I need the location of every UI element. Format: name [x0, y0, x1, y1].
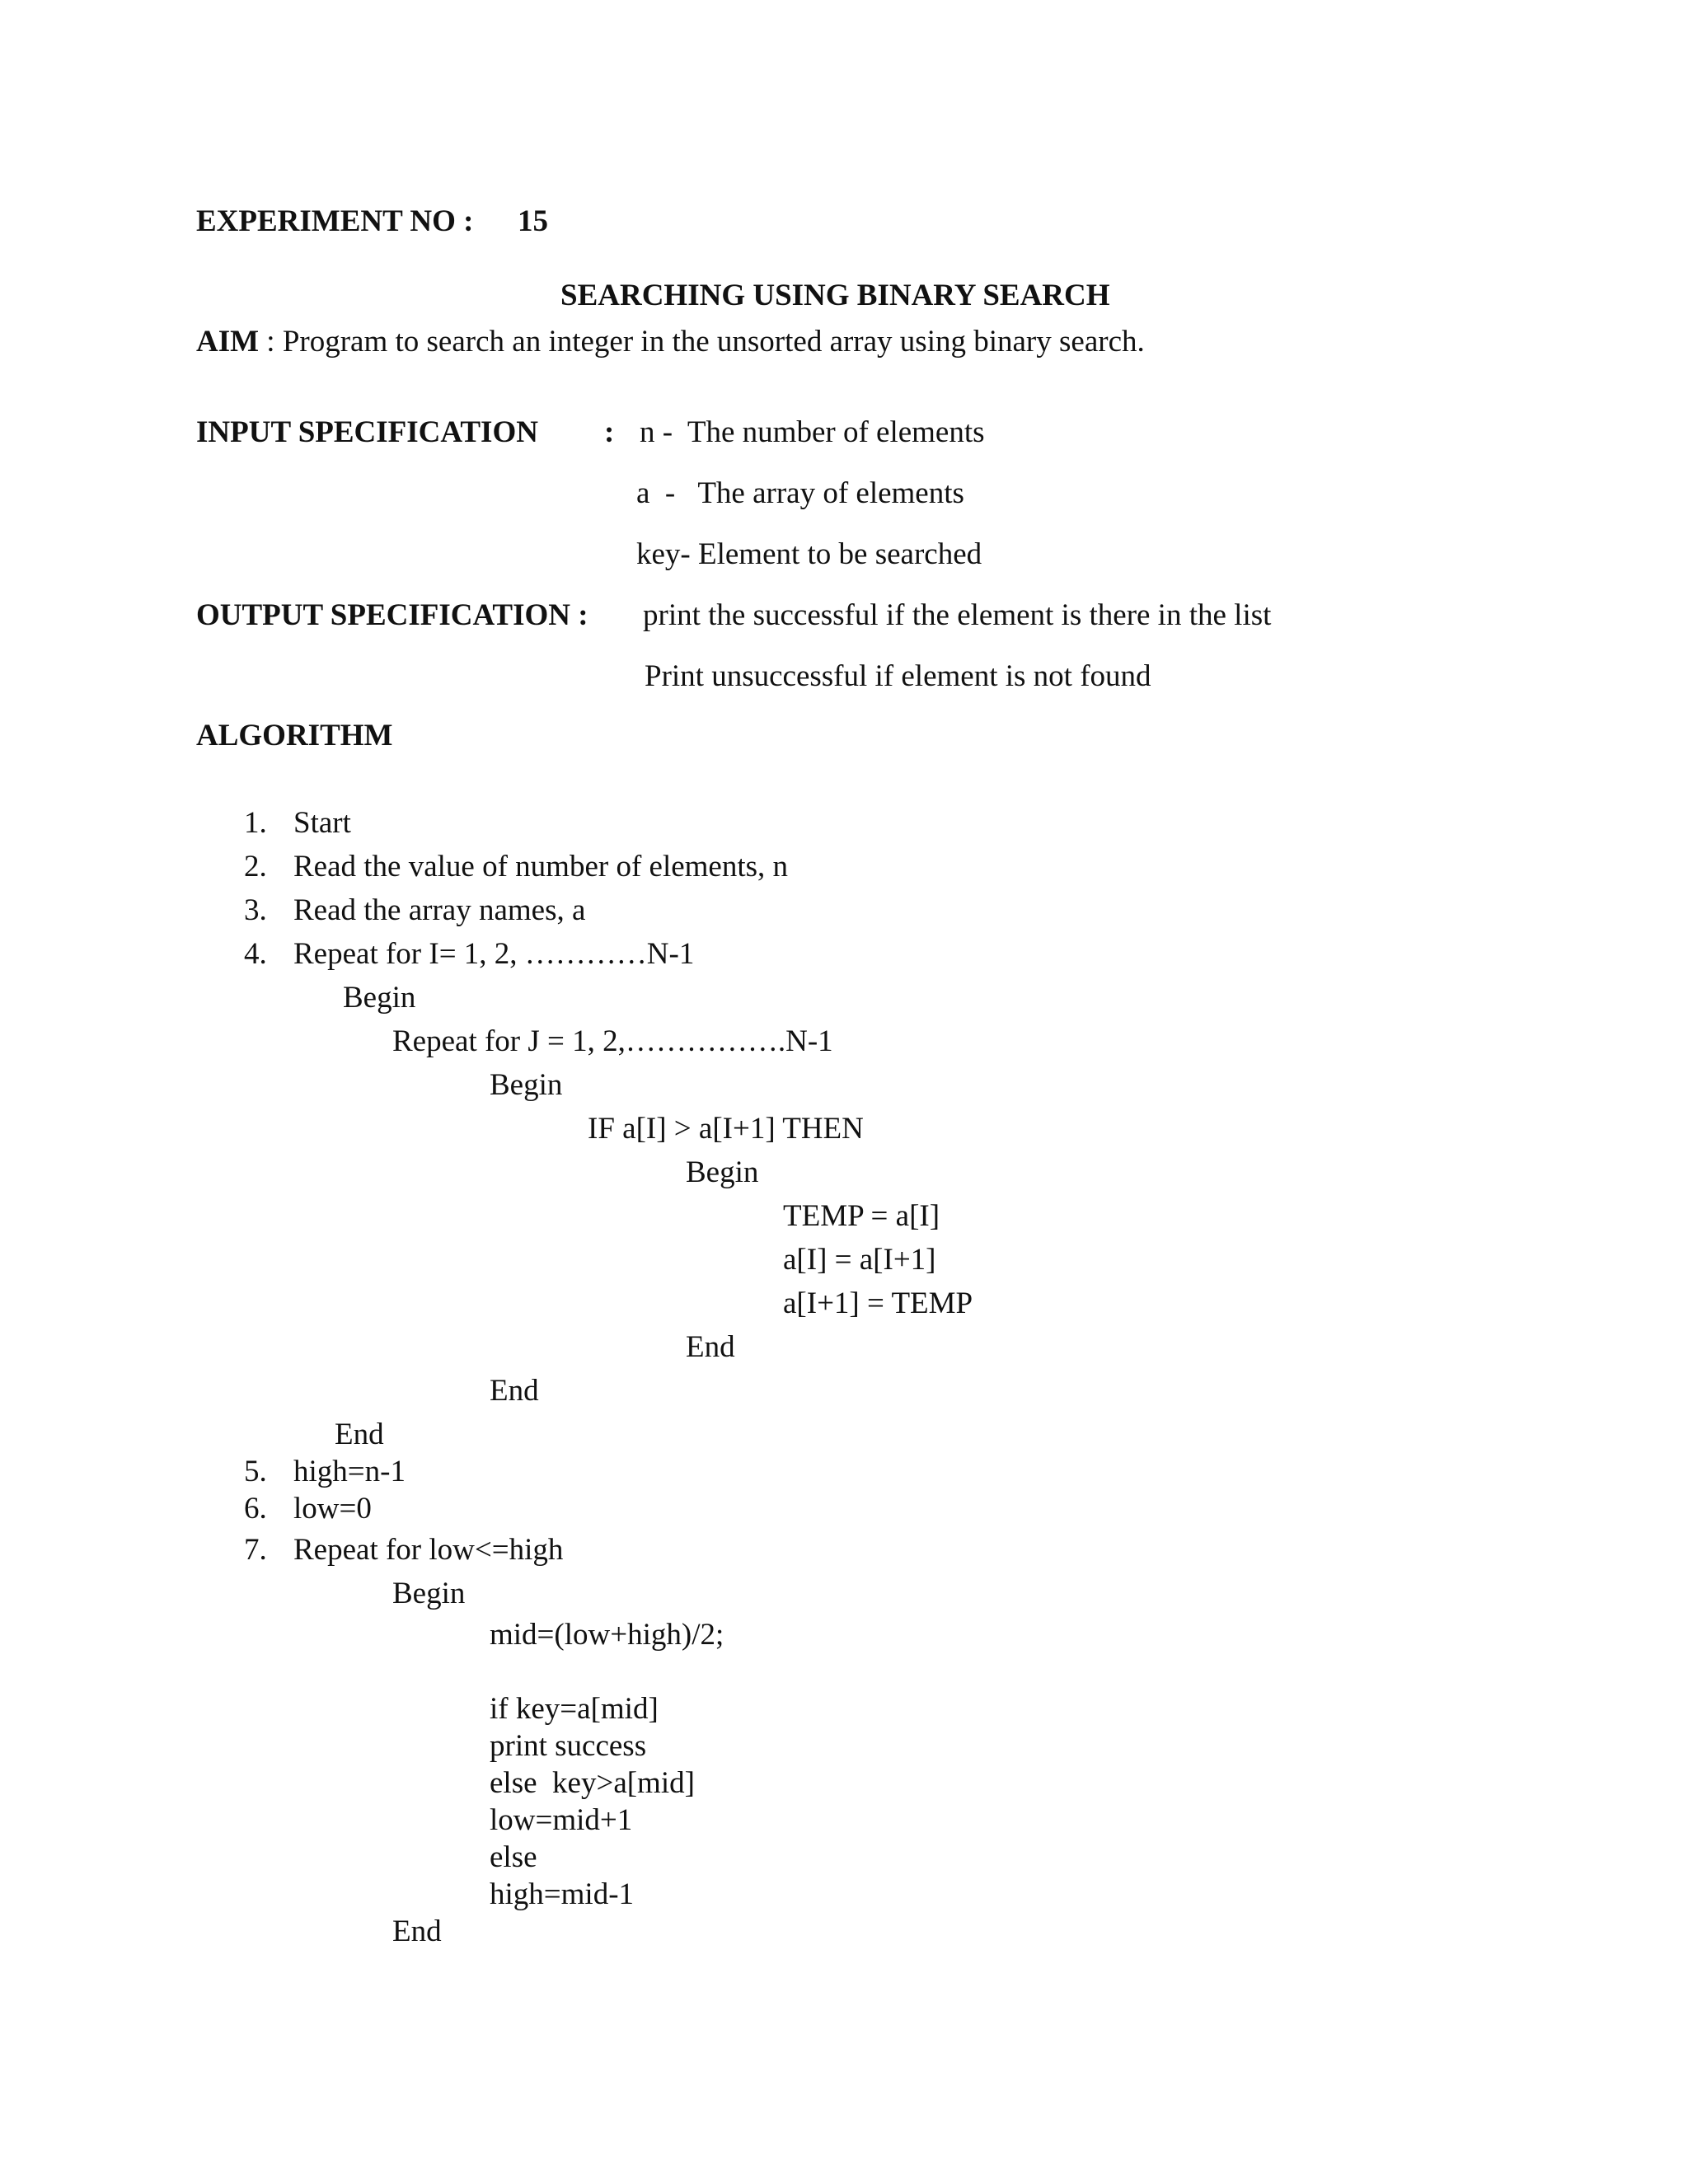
aim-label: AIM [196, 325, 260, 359]
output-spec-label: OUTPUT SPECIFICATION : [196, 598, 588, 632]
algorithm-heading: ALGORITHM [196, 719, 393, 752]
aim-line [196, 326, 1145, 357]
pseudo-line: IF a[I] > a[I+1] THEN [588, 1112, 864, 1146]
pseudo-line: Begin [343, 981, 416, 1015]
step-text: Read the value of number of elements, n [293, 850, 789, 883]
pseudo-line: End [490, 1374, 539, 1408]
pseudo-line: low=mid+1 [490, 1803, 633, 1837]
step-number: 1. [244, 806, 267, 840]
step-number: 3. [244, 893, 267, 927]
input-spec-line: key- Element to be searched [636, 537, 982, 571]
step-number: 5. [244, 1455, 267, 1488]
step-text: Repeat for I= 1, 2, …………N-1 [293, 937, 695, 971]
step-text: low=0 [293, 1492, 372, 1526]
page-title: SEARCHING USING BINARY SEARCH [560, 279, 1110, 312]
pseudo-line: else [490, 1840, 537, 1874]
pseudo-line: End [686, 1330, 735, 1364]
step-text: Repeat for low<=high [293, 1533, 564, 1567]
output-spec-line: Print unsuccessful if element is not found [645, 659, 1151, 693]
pseudo-line: mid=(low+high)/2; [490, 1618, 724, 1652]
aim-text: : Program to search an integer in the unsorted array using binary search. [259, 325, 1145, 359]
step-number: 7. [244, 1533, 267, 1567]
input-spec-label: INPUT SPECIFICATION [196, 415, 538, 449]
step-number: 6. [244, 1492, 267, 1526]
input-spec-line: n - The number of elements [640, 415, 985, 449]
experiment-number: 15 [518, 204, 548, 238]
pseudo-line: if key=a[mid] [490, 1692, 659, 1726]
pseudo-line: high=mid-1 [490, 1877, 635, 1911]
step-number: 4. [244, 937, 267, 971]
pseudo-line: Begin [490, 1068, 563, 1102]
step-number: 2. [244, 850, 267, 883]
pseudo-line: Begin [392, 1577, 466, 1610]
step-text: Start [293, 806, 351, 840]
input-spec-line: a - The array of elements [636, 476, 964, 510]
step-text: Read the array names, a [293, 893, 586, 927]
pseudo-line: print success [490, 1729, 647, 1763]
pseudo-line: TEMP = a[I] [783, 1199, 940, 1233]
pseudo-line: End [335, 1418, 384, 1451]
pseudo-line: End [392, 1915, 442, 1948]
pseudo-line: a[I] = a[I+1] [783, 1243, 936, 1277]
experiment-label: EXPERIMENT NO : [196, 204, 474, 238]
pseudo-line: Begin [686, 1155, 759, 1189]
pseudo-line: a[I+1] = TEMP [783, 1286, 973, 1320]
step-text: high=n-1 [293, 1455, 406, 1488]
pseudo-line: Repeat for J = 1, 2,…………….N-1 [392, 1024, 833, 1058]
pseudo-line: else key>a[mid] [490, 1766, 695, 1800]
output-spec-line: print the successful if the element is there in the list [643, 598, 1272, 632]
input-spec-colon: : [604, 415, 615, 449]
